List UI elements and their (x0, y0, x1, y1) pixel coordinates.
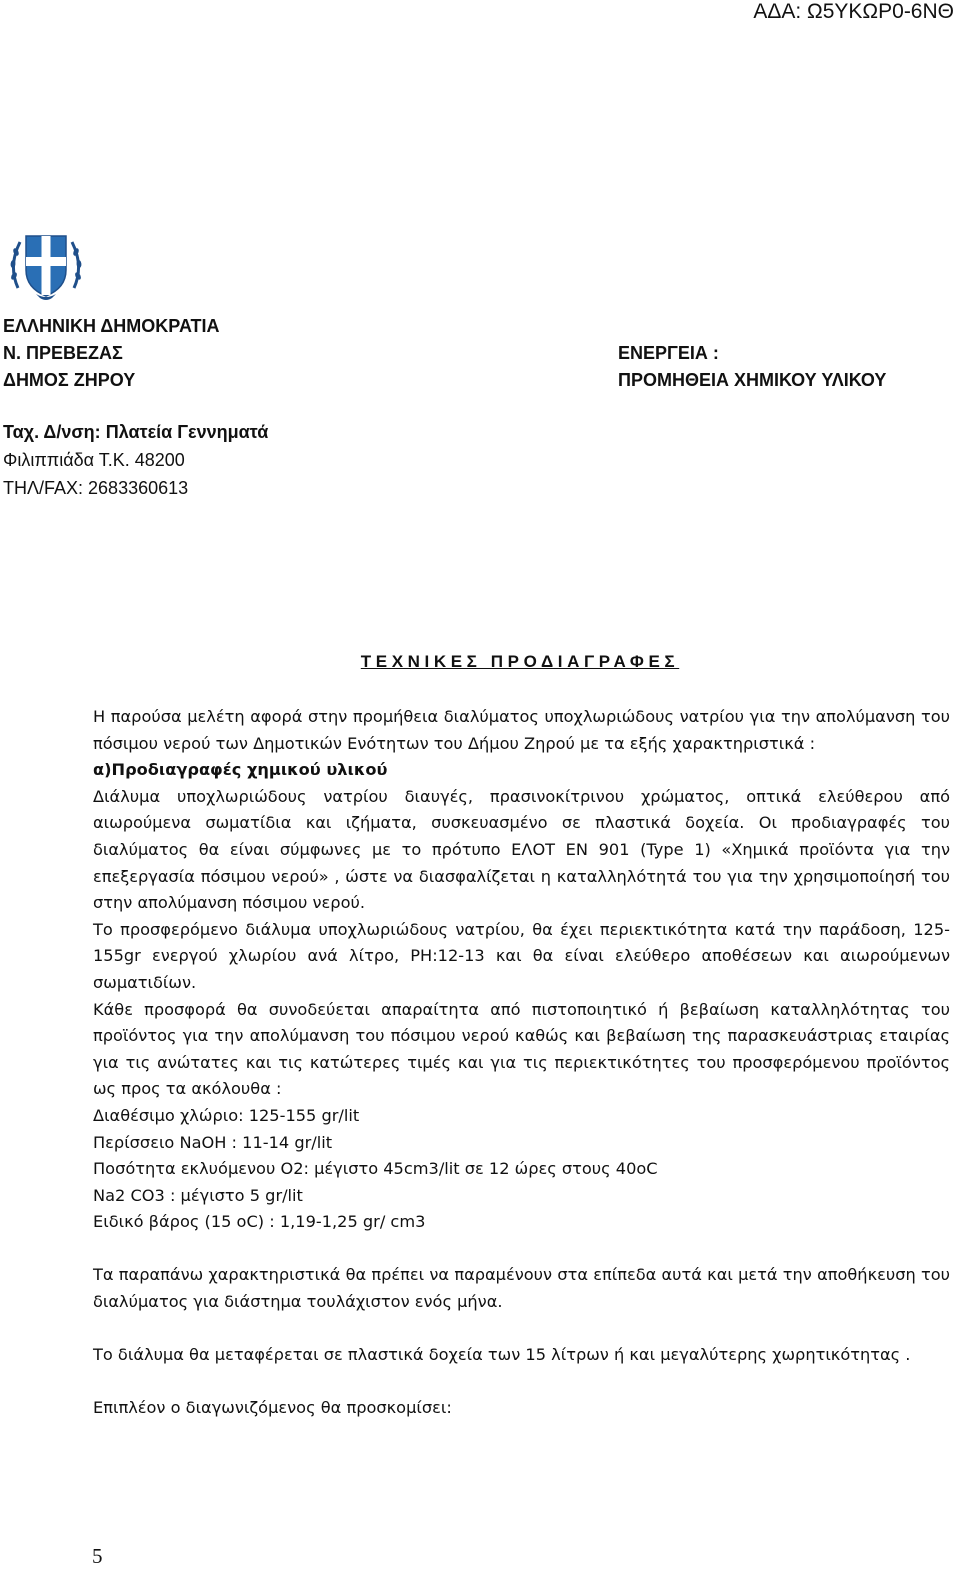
issuer-municipality: ΔΗΜΟΣ ΖΗΡΟΥ (3, 370, 136, 390)
paragraph: Επιπλέον ο διαγωνιζόμενος θα προσκομίσει: (93, 1398, 452, 1418)
spec-item: Na2 CO3 : μέγιστο 5 gr/lit (93, 1185, 303, 1205)
paragraph: Το προσφερόμενο διάλυμα υποχλωριώδους νατρίου, θα έχει περιεκτικότητα κατά την παράδοση, 125-155gr ενεργού χλωρίου ανά λίτρο, ΡΗ:12-13 και θα είναι ελεύθερο αποθέσεων και αιωρούμενων σωματιδίων. (93, 919, 950, 992)
street-line (3, 418, 268, 446)
issuer-block (3, 313, 219, 394)
intro-paragraph: Η παρούσα μελέτη αφορά στην προμήθεια διαλύματος υποχλωριώδους νατρίου για την απολύμανση του πόσιμου νερού των Δημοτικών Ενότητων του Δήμου Ζηρού με τα εξής χαρακτηριστικά : (93, 707, 950, 753)
ada-code: ΑΔΑ: Ω5ΥΚΩΡ0-6ΝΘ (753, 0, 954, 23)
page-number: 5 (92, 1544, 103, 1568)
document-title: ΤΕΧΝΙΚΕΣ ΠΡΟΔΙΑΓΡΑΦΕΣ (360, 652, 680, 671)
document-body (93, 704, 950, 1422)
address-block (3, 418, 268, 502)
action-value: ΠΡΟΜΗΘΕΙΑ ΧΗΜΙΚΟΥ ΥΛΙΚΟΥ (618, 370, 887, 390)
issuer-prefecture: Ν. ΠΡΕΒΕΖΑΣ (3, 343, 123, 363)
issuer-country: ΕΛΛΗΝΙΚΗ ΔΗΜΟΚΡΑΤΙΑ (3, 316, 220, 336)
spec-item: Διαθέσιμο χλώριο: 125-155 gr/lit (93, 1105, 360, 1125)
street-label: Ταχ. Δ/νση: (3, 422, 101, 442)
city-line: Φιλιππιάδα Τ.Κ. 48200 (3, 450, 185, 470)
paragraph: Διάλυμα υποχλωριώδους νατρίου διαυγές, πρασινοκίτρινου χρώματος, οπτικά ελεύθερου από αιωρούμενα σωματίδια και ιζήματα, συσκευασμένο σε πλαστικά δοχεία. Οι προδιαγραφές του διαλύματος θα είναι σύμφωνες με το πρότυπο ΕΛΟΤ ΕΝ 901 (Type 1) «Χημικά προϊόντα για την επεξεργασία πόσιμου νερού» , ώστε να διασφαλίζεται η καταλληλότητά του για την χρησιμοποίησή του στην απολύμανση πόσιμου νερού. (93, 786, 950, 913)
street-value: Πλατεία Γεννηματά (105, 422, 269, 442)
action-label: ΕΝΕΡΓΕΙΑ : (618, 343, 719, 363)
spec-item: Ποσότητα εκλυόμενου Ο2: μέγιστο 45cm3/lit σε 12 ώρες στους 40oC (93, 1159, 658, 1179)
spec-item: Ειδικό βάρος (15 oC) : 1,19-1,25 gr/ cm3 (93, 1212, 426, 1232)
paragraph: Τα παραπάνω χαρακτηριστικά θα πρέπει να παραμένουν στα επίπεδα αυτά και μετά την αποθήκευση του διαλύματος για διάστημα τουλάχιστον ενός μήνα. (93, 1265, 950, 1312)
paragraph: Κάθε προσφορά θα συνοδεύεται απαραίτητα από πιστοποιητικό ή βεβαίωση καταλληλότητας του προϊόντος για την απολύμανση του πόσιμου νερού καθώς και βεβαίωση της παρασκευάστριας εταιρίας για τις ανώτατες και τις κατώτερες τιμές και για τις περιεκτικότητες του προσφερόμενου προϊόντος ως προς τα ακόλουθα : (93, 999, 950, 1099)
section-heading: α)Προδιαγραφές χημικού υλικού (93, 760, 388, 780)
phone-line: ΤΗΛ/FAX: 2683360613 (3, 478, 189, 498)
action-block (618, 340, 886, 394)
greek-coat-of-arms-icon (6, 226, 86, 306)
spec-item: Περίσσειο NaOH : 11-14 gr/lit (93, 1132, 333, 1152)
paragraph: Το διάλυμα θα μεταφέρεται σε πλαστικά δοχεία των 15 λίτρων ή και μεγαλύτερης χωρητικότητας . (93, 1345, 911, 1365)
